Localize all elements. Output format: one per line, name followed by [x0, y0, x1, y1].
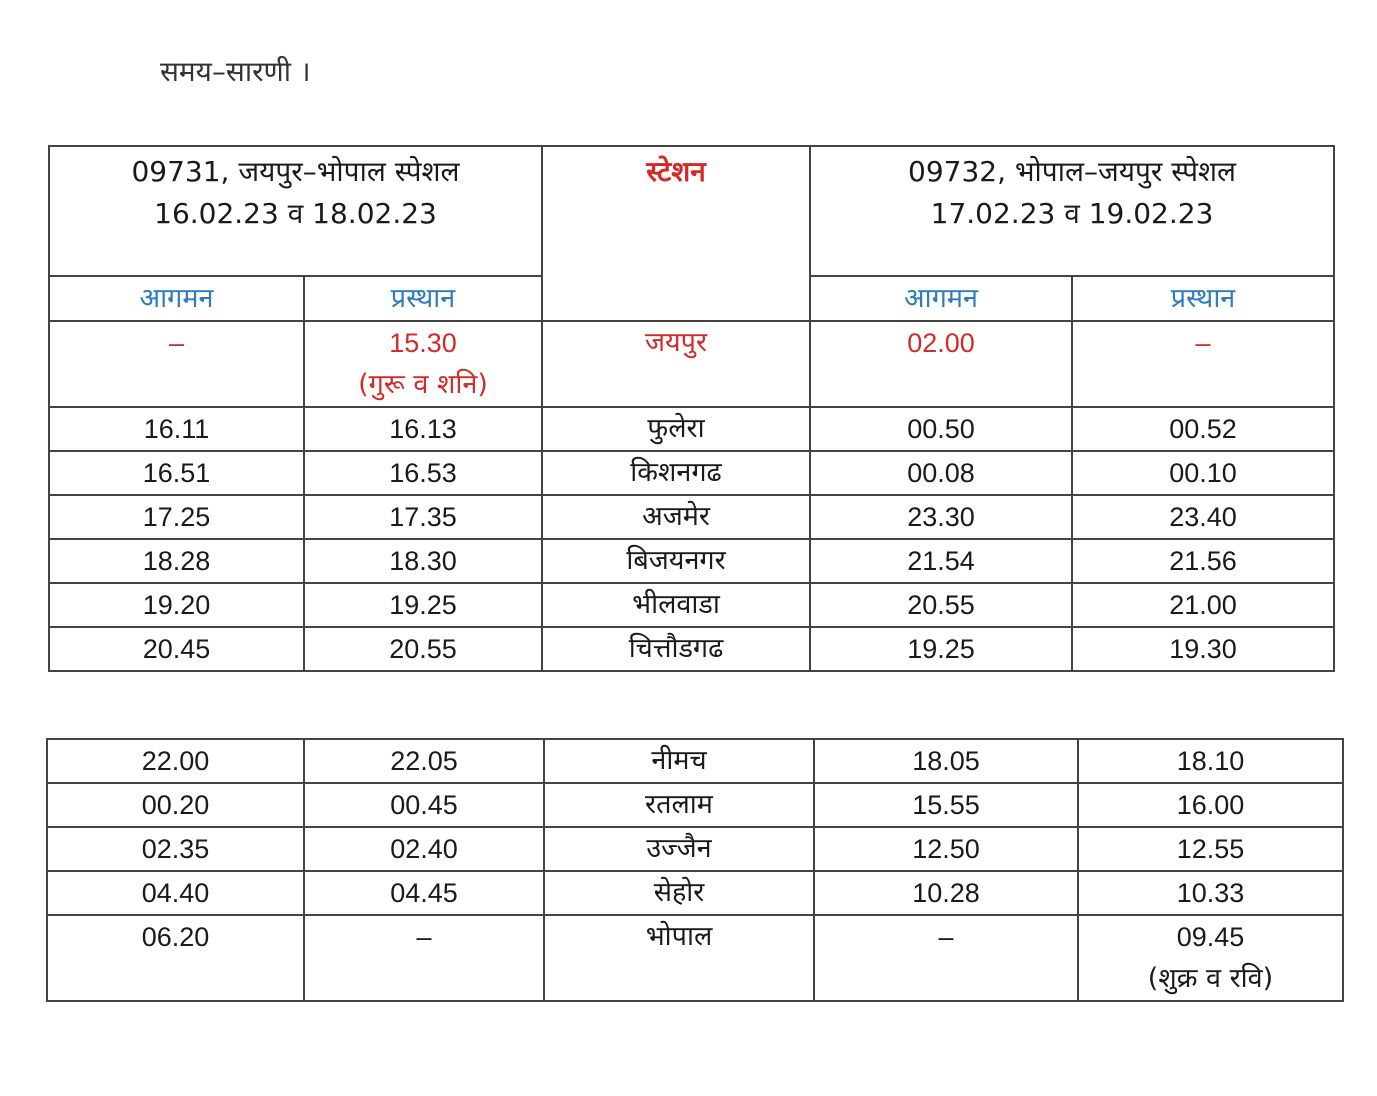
up-arrival-cell: 21.54 [810, 539, 1072, 583]
down-departure-cell: 16.13 [304, 407, 542, 451]
up-departure-note: (शुक्र व रवि) [1147, 963, 1274, 994]
page-title: समय–सारणी । [160, 55, 311, 88]
down-departure-cell: 02.40 [304, 827, 544, 871]
up-arrival-cell: 23.30 [810, 495, 1072, 539]
down-departure-cell: 19.25 [304, 583, 542, 627]
up-departure-cell: 23.40 [1072, 495, 1334, 539]
train-down-title: 09731, जयपुर–भोपाल स्पेशल [131, 155, 460, 188]
down-arrival-cell: 16.11 [49, 407, 304, 451]
timetable-part-2 [46, 738, 1344, 1002]
train-down-header [49, 146, 542, 276]
up-arrival-cell: 00.08 [810, 451, 1072, 495]
up-departure-header: प्रस्थान [1072, 276, 1334, 321]
up-departure-cell [1078, 915, 1343, 1001]
up-arrival-cell: 02.00 [810, 321, 1072, 407]
down-arrival-cell: 02.35 [47, 827, 304, 871]
down-departure-cell: 04.45 [304, 871, 544, 915]
table-row-bhopal [47, 915, 1343, 1001]
station-cell: जयपुर [542, 321, 810, 407]
up-departure-cell: 21.56 [1072, 539, 1334, 583]
table-row [49, 539, 1334, 583]
table-row [47, 871, 1343, 915]
down-departure-cell: 00.45 [304, 783, 544, 827]
up-departure-cell: 18.10 [1078, 739, 1343, 783]
table-row [49, 583, 1334, 627]
down-departure-cell: 20.55 [304, 627, 542, 671]
down-arrival-cell: 20.45 [49, 627, 304, 671]
up-departure-cell: 00.52 [1072, 407, 1334, 451]
station-cell: भीलवाडा [542, 583, 810, 627]
up-departure-time: 09.45 [1176, 922, 1245, 952]
down-departure-cell: 16.53 [304, 451, 542, 495]
down-departure-time: 15.30 [389, 328, 457, 358]
station-cell: किशनगढ [542, 451, 810, 495]
down-arrival-cell: 04.40 [47, 871, 304, 915]
up-arrival-cell: 15.55 [814, 783, 1078, 827]
down-arrival-cell: 00.20 [47, 783, 304, 827]
down-arrival-header: आगमन [49, 276, 304, 321]
station-header-label: स्टेशन [646, 155, 706, 188]
up-arrival-cell: – [814, 915, 1078, 1001]
train-up-dates: 17.02.23 व 19.02.23 [930, 197, 1214, 230]
up-departure-cell: 16.00 [1078, 783, 1343, 827]
down-departure-cell: 17.35 [304, 495, 542, 539]
table-row [47, 827, 1343, 871]
table-row [47, 783, 1343, 827]
station-cell: चित्तौडगढ [542, 627, 810, 671]
down-departure-cell: 18.30 [304, 539, 542, 583]
down-arrival-cell: 19.20 [49, 583, 304, 627]
station-cell: फुलेरा [542, 407, 810, 451]
table-row [47, 739, 1343, 783]
station-header [542, 146, 810, 321]
up-departure-cell: 12.55 [1078, 827, 1343, 871]
table-row [49, 627, 1334, 671]
up-departure-cell: 21.00 [1072, 583, 1334, 627]
up-departure-cell: 00.10 [1072, 451, 1334, 495]
station-cell: बिजयनगर [542, 539, 810, 583]
table-row [49, 451, 1334, 495]
up-arrival-cell: 18.05 [814, 739, 1078, 783]
station-cell: अजमेर [542, 495, 810, 539]
up-departure-cell: 19.30 [1072, 627, 1334, 671]
down-arrival-cell: 16.51 [49, 451, 304, 495]
down-departure-cell: – [304, 915, 544, 1001]
up-departure-cell: – [1072, 321, 1334, 407]
station-cell: सेहोर [544, 871, 814, 915]
up-arrival-cell: 20.55 [810, 583, 1072, 627]
table-row-jaipur [49, 321, 1334, 407]
table-row [49, 407, 1334, 451]
down-departure-cell: 22.05 [304, 739, 544, 783]
down-arrival-cell: – [49, 321, 304, 407]
train-up-title: 09732, भोपाल–जयपुर स्पेशल [908, 155, 1237, 188]
down-departure-header: प्रस्थान [304, 276, 542, 321]
down-arrival-cell: 18.28 [49, 539, 304, 583]
station-cell: उज्जैन [544, 827, 814, 871]
up-arrival-cell: 10.28 [814, 871, 1078, 915]
station-cell: भोपाल [544, 915, 814, 1001]
up-arrival-cell: 19.25 [810, 627, 1072, 671]
table-row [49, 495, 1334, 539]
timetable-part-1 [48, 145, 1335, 672]
station-cell: रतलाम [544, 783, 814, 827]
down-departure-note: (गुरू व शनि) [358, 369, 488, 400]
down-arrival-cell: 17.25 [49, 495, 304, 539]
up-departure-cell: 10.33 [1078, 871, 1343, 915]
up-arrival-cell: 00.50 [810, 407, 1072, 451]
station-cell: नीमच [544, 739, 814, 783]
down-arrival-cell: 22.00 [47, 739, 304, 783]
train-up-header [810, 146, 1334, 276]
up-arrival-cell: 12.50 [814, 827, 1078, 871]
up-arrival-header: आगमन [810, 276, 1072, 321]
header-row [49, 146, 1334, 276]
down-departure-cell [304, 321, 542, 407]
down-arrival-cell: 06.20 [47, 915, 304, 1001]
train-down-dates: 16.02.23 व 18.02.23 [154, 197, 437, 230]
